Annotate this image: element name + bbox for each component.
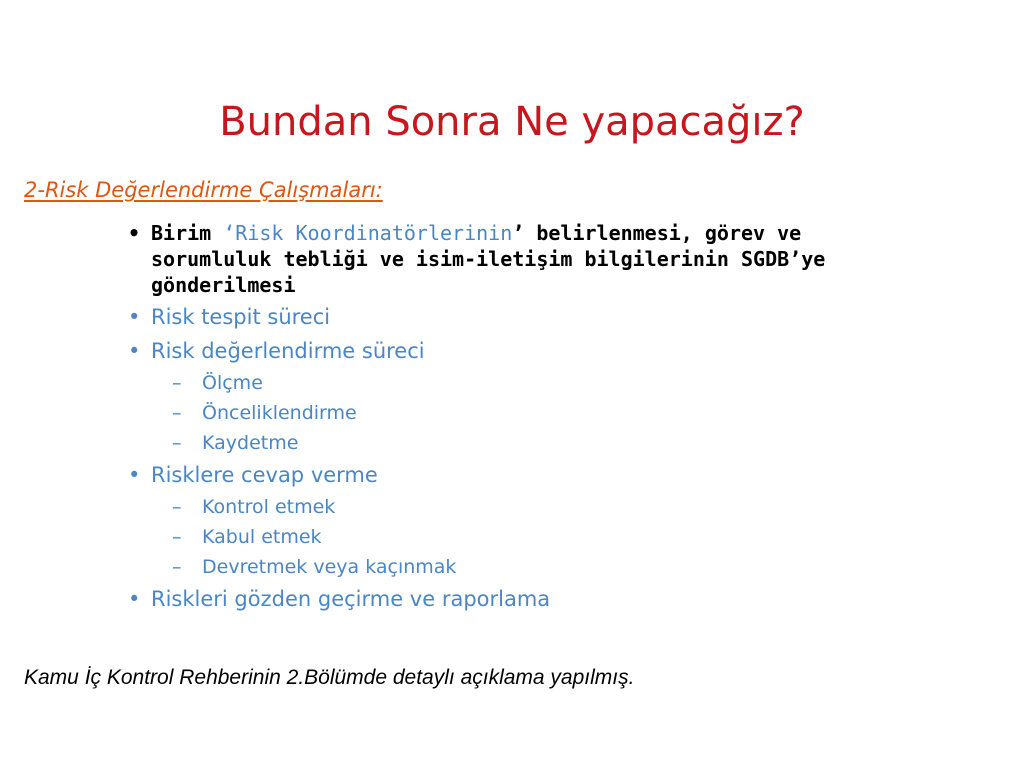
subitem-label: Kontrol etmek <box>202 496 336 518</box>
bullet-icon: • <box>128 587 141 611</box>
item-label: Risk değerlendirme süreci <box>151 339 425 363</box>
bullet-icon: • <box>128 305 141 329</box>
subitem-record <box>128 428 908 458</box>
dash-icon: – <box>172 556 182 578</box>
item-label: Riskleri gözden geçirme ve raporlama <box>151 587 551 611</box>
bullet-icon: • <box>128 339 141 363</box>
item-label: Risk tespit süreci <box>151 305 331 329</box>
item-label: Risklere cevap verme <box>151 463 378 487</box>
subitem-label: Kabul etmek <box>202 526 322 548</box>
footer-note: Kamu İç Kontrol Rehberinin 2.Bölümde detaylı açıklama yapılmış. <box>24 666 635 689</box>
item-suffix: ’ belirlenmesi, görev ve sorumluluk tebliği ve isim-iletişim bilgilerinin SGDB’ye gönderilmesi <box>151 221 826 297</box>
subitem-prioritize <box>128 398 908 428</box>
item-prefix: Birim <box>151 221 224 245</box>
list-item-risk-identification <box>128 304 908 330</box>
subitem-label: Önceliklendirme <box>202 402 357 424</box>
subitem-control <box>128 492 908 522</box>
bullet-list <box>128 220 908 612</box>
section-subtitle: 2-Risk Değerlendirme Çalışmaları: <box>24 178 383 202</box>
dash-icon: – <box>172 526 182 548</box>
bullet-icon: • <box>128 221 141 245</box>
item-highlight: ‘Risk Koordinatörlerinin <box>223 221 513 245</box>
list-item-coordinators <box>128 220 908 298</box>
list-item-risk-response <box>128 462 908 488</box>
list-item-risk-assessment <box>128 338 908 364</box>
bullet-icon: • <box>128 463 141 487</box>
subitem-transfer-avoid <box>128 552 908 582</box>
subitem-label: Ölçme <box>202 372 263 394</box>
subitem-label: Devretmek veya kaçınmak <box>202 556 457 578</box>
subitem-label: Kaydetme <box>202 432 299 454</box>
dash-icon: – <box>172 402 182 424</box>
subitem-accept <box>128 522 908 552</box>
subitem-measure <box>128 368 908 398</box>
slide-title: Bundan Sonra Ne yapacağız? <box>219 99 805 145</box>
dash-icon: – <box>172 432 182 454</box>
dash-icon: – <box>172 496 182 518</box>
list-item-risk-review <box>128 586 908 612</box>
dash-icon: – <box>172 372 182 394</box>
